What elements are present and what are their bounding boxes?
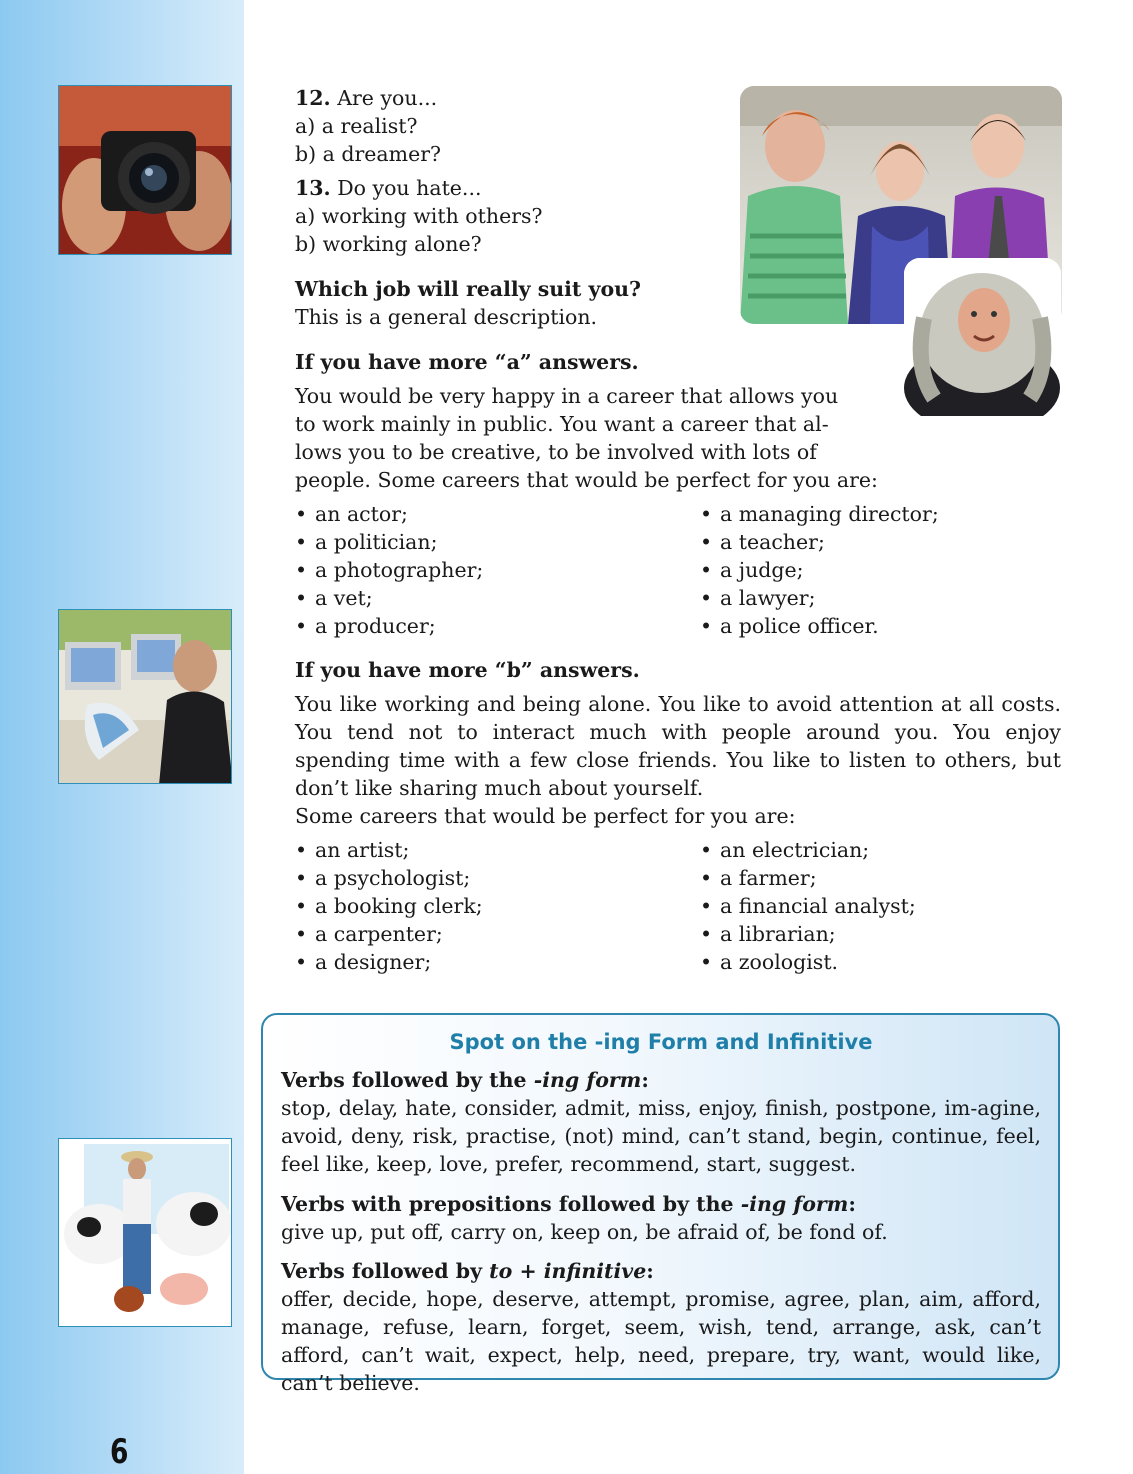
- list-item: • an actor;: [295, 500, 483, 528]
- spot-section-prepositions: [281, 1190, 1041, 1246]
- list-item: • a politician;: [295, 528, 483, 556]
- option-a: a) a realist?: [295, 114, 418, 138]
- a-answers-paragraph: [295, 382, 885, 494]
- question-text: Do you hate...: [337, 176, 482, 200]
- list-item: • a psychologist;: [295, 864, 483, 892]
- verbs-list: stop, delay, hate, consider, admit, miss, enjoy, finish, postpone, im-agine, avoid, deny, risk, practise, (not) mind, can’t stand, begin, continue, feel, feel like, keep, love, prefer, recommend, start, suggest.: [281, 1096, 1041, 1176]
- paragraph-line: to work mainly in public. You want a career that al-: [295, 412, 829, 436]
- verbs-list: give up, put off, carry on, keep on, be afraid of, be fond of.: [281, 1220, 888, 1244]
- which-job-section: [295, 275, 641, 331]
- list-item: • a judge;: [700, 556, 939, 584]
- colon: :: [646, 1259, 654, 1283]
- b-careers-list-2: [700, 836, 916, 976]
- option-b: b) a dreamer?: [295, 142, 442, 166]
- list-item: • a designer;: [295, 948, 483, 976]
- list-item: • a vet;: [295, 584, 483, 612]
- list-item: • an electrician;: [700, 836, 916, 864]
- option-b: b) working alone?: [295, 232, 482, 256]
- question-12: [295, 84, 441, 168]
- spot-section-ing: [281, 1066, 1041, 1178]
- list-item: • an artist;: [295, 836, 483, 864]
- list-item: • a teacher;: [700, 528, 939, 556]
- page-number: 6: [110, 1432, 129, 1472]
- section-label: Verbs with prepositions followed by the: [281, 1192, 741, 1216]
- list-item: • a producer;: [295, 612, 483, 640]
- question-13: [295, 174, 543, 258]
- heading-text: If you have more “a” answers.: [295, 350, 639, 374]
- list-item: • a lawyer;: [700, 584, 939, 612]
- photographer-photo: [58, 85, 232, 255]
- list-item: • a zoologist.: [700, 948, 916, 976]
- a-answers-heading: [295, 348, 639, 376]
- list-item: • a farmer;: [700, 864, 916, 892]
- a-careers-list-1: [295, 500, 483, 640]
- spot-title: Spot on the -ing Form and Infinitive: [449, 1030, 873, 1054]
- paragraph-line: people. Some careers that would be perfect for you are:: [295, 468, 878, 492]
- paragraph-intro: Some careers that would be perfect for you are:: [295, 804, 796, 828]
- question-text: Are you...: [337, 86, 438, 110]
- heading-text: If you have more “b” answers.: [295, 658, 640, 682]
- list-item: • a booking clerk;: [295, 892, 483, 920]
- b-answers-paragraph: [295, 690, 1061, 830]
- option-a: a) working with others?: [295, 204, 543, 228]
- section-label: Verbs followed by the: [281, 1068, 534, 1092]
- question-number: 13.: [295, 176, 331, 200]
- list-item: • a carpenter;: [295, 920, 483, 948]
- list-item: • a financial analyst;: [700, 892, 916, 920]
- judge-photo: [904, 258, 1061, 416]
- list-item: • a managing director;: [700, 500, 939, 528]
- spot-section-infinitive: [281, 1257, 1041, 1397]
- section-label: Verbs followed by: [281, 1259, 490, 1283]
- question-number: 12.: [295, 86, 331, 110]
- paragraph-line: You would be very happy in a career that allows you: [295, 384, 839, 408]
- list-item: • a police officer.: [700, 612, 939, 640]
- section-subtitle: This is a general description.: [295, 305, 598, 329]
- b-careers-list-1: [295, 836, 483, 976]
- colon: :: [641, 1068, 649, 1092]
- section-label-em: -ing form: [740, 1192, 849, 1216]
- a-careers-list-2: [700, 500, 939, 640]
- man-at-computer-photo: [58, 609, 232, 784]
- colon: :: [848, 1192, 856, 1216]
- section-heading: Which job will really suit you?: [295, 277, 642, 301]
- verbs-list: offer, decide, hope, deserve, attempt, promise, agree, plan, aim, afford, manage, refuse, learn, forget, seem, wish, tend, arrange, ask, can’t afford, can’t wait, expect, help, need, prepare, try, want, would like, can’t believe.: [281, 1287, 1041, 1395]
- b-answers-heading: [295, 656, 640, 684]
- list-item: • a photographer;: [295, 556, 483, 584]
- paragraph-line: lows you to be creative, to be involved with lots of: [295, 440, 817, 464]
- section-label-em: -ing form: [533, 1068, 642, 1092]
- list-item: • a librarian;: [700, 920, 916, 948]
- farmer-with-animals-photo: [58, 1138, 232, 1327]
- section-label-em: to + infinitive: [489, 1259, 647, 1283]
- paragraph-text: You like working and being alone. You like to avoid attention at all costs. You tend not to interact much with people around you. You enjoy spending time with a few close friends. You like to listen to others, but don’t like sharing much about yourself.: [295, 692, 1061, 800]
